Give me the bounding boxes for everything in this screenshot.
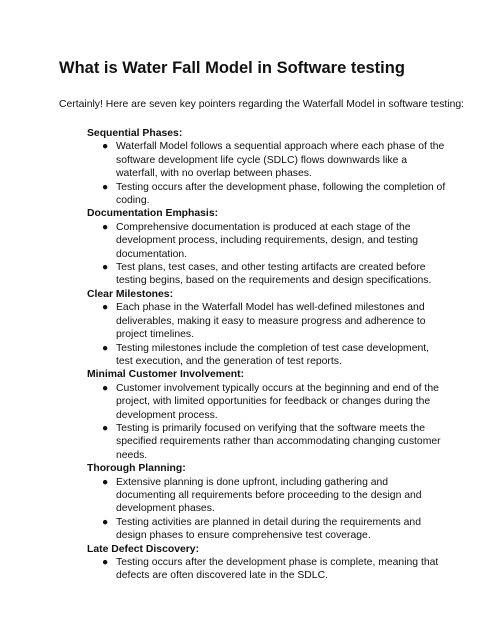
bullet-dot-icon: ● — [102, 557, 109, 568]
section-thorough-planning — [87, 462, 447, 542]
bullet-item — [87, 556, 447, 583]
bullet-text: Testing is primarily focused on verifying that the software meets the specified requirements rather than accommodating changing customer needs. — [116, 422, 441, 461]
bullet-text: Each phase in the Waterfall Model has well-defined milestones and deliverables, making it easy to measure progress and adherence to project timelines. — [116, 302, 426, 341]
bullet-list — [87, 301, 447, 368]
bullet-text: Waterfall Model follows a sequential approach where each phase of the software development life cycle (SDLC) flows downwards like a waterfall, with no overlap between phases. — [116, 141, 445, 180]
bullet-item — [87, 342, 447, 369]
bullet-dot-icon: ● — [102, 422, 109, 434]
bullet-list — [87, 140, 447, 207]
section-heading: Thorough Planning: — [87, 463, 186, 475]
bullet-item — [87, 476, 447, 516]
section-heading: Documentation Emphasis: — [87, 208, 219, 220]
bullet-dot-icon: ● — [102, 516, 109, 528]
section-documentation-emphasis — [87, 207, 447, 287]
bullet-dot-icon: ● — [102, 302, 109, 314]
bullet-dot-icon: ● — [102, 476, 109, 488]
page-title: What is Water Fall Model in Software testing — [59, 59, 405, 77]
section-heading: Sequential Phases: — [87, 128, 183, 139]
bullet-item — [87, 221, 447, 261]
bullet-item — [87, 301, 447, 341]
bullet-list — [87, 382, 447, 462]
section-heading: Minimal Customer Involvement: — [87, 369, 245, 381]
bullet-text: Extensive planning is done upfront, including gathering and documenting all requirements before proceeding to the design and development phases. — [116, 476, 422, 515]
bullet-list — [87, 556, 447, 583]
bullet-text: Customer involvement typically occurs at the beginning and end of the project, with limited opportunities for feedback or changes during the development process. — [116, 382, 439, 421]
bullet-text: Test plans, test cases, and other testing artifacts are created before testing begins, based on the requirements and design specifications. — [116, 262, 432, 287]
bullet-list — [87, 221, 447, 288]
bullet-dot-icon: ● — [102, 141, 109, 153]
bullet-text: Testing milestones include the completion of test case development, test execution, and the generation of test reports. — [116, 342, 430, 367]
bullet-item — [87, 516, 447, 543]
section-late-defect-discovery — [87, 543, 447, 583]
bullet-text: Testing activities are planned in detail during the requirements and design phases to ensure comprehensive test coverage. — [116, 516, 421, 542]
bullet-text: Testing occurs after the development phase is complete, meaning that defects are often discovered late in the SDLC. — [116, 557, 439, 582]
bullet-dot-icon: ● — [102, 181, 109, 193]
bullet-item — [87, 422, 447, 462]
bullet-dot-icon: ● — [102, 382, 109, 394]
bullet-dot-icon: ● — [102, 262, 109, 274]
section-clear-milestones — [87, 288, 447, 368]
bullet-list — [87, 476, 447, 543]
bullet-text: Comprehensive documentation is produced at each stage of the development process, including requirements, design, and testing documentation. — [116, 221, 419, 260]
bullet-item — [87, 181, 447, 208]
section-minimal-customer-involvement — [87, 368, 447, 462]
section-heading: Clear Milestones: — [87, 288, 174, 300]
bullet-dot-icon: ● — [102, 342, 109, 354]
bullet-item — [87, 140, 447, 180]
section-heading: Late Defect Discovery: — [87, 543, 200, 555]
sections-list — [87, 127, 447, 583]
bullet-item — [87, 261, 447, 288]
bullet-dot-icon: ● — [102, 221, 109, 233]
bullet-item — [87, 382, 447, 422]
bullet-text: Testing occurs after the development phase, following the completion of coding. — [116, 181, 446, 207]
intro-paragraph: Certainly! Here are seven key pointers regarding the Waterfall Model in software testing: — [59, 99, 465, 110]
section-sequential-phases — [87, 127, 447, 207]
